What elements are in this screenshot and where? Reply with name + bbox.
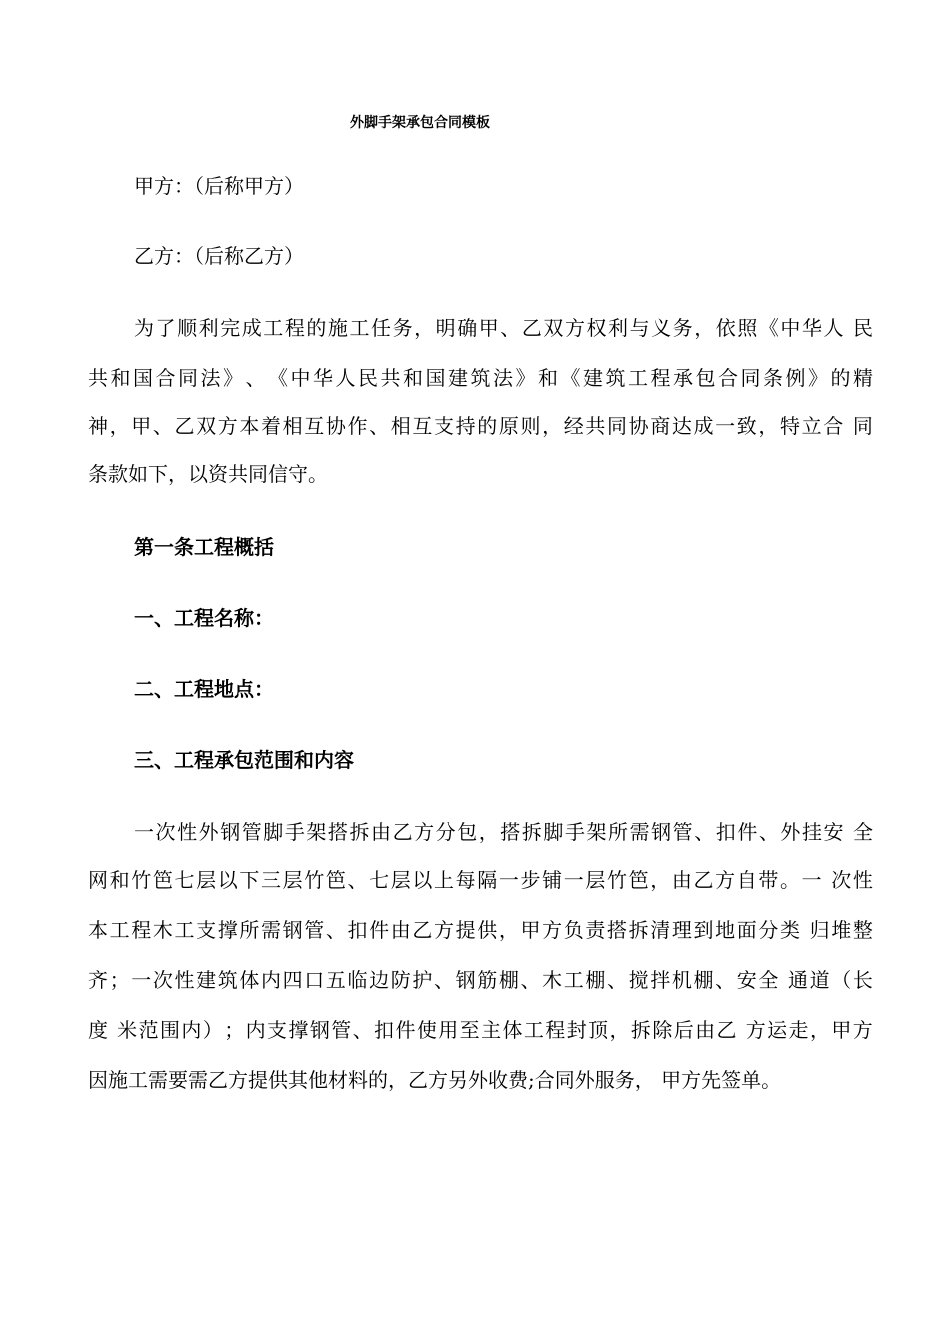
project-name-heading: 一、工程名称：: [134, 606, 274, 630]
party-a-line: 甲方：（后称甲方）: [134, 174, 304, 198]
scope-line-1: 一 次 性 外 钢 管 脚 手 架 搭 拆 由 乙 方 分 包 ， 搭 拆 脚 手 架 所 需 钢 管 、 扣 件 、 外 挂 安 全: [134, 820, 873, 844]
article-1-heading: 第一条工程概括: [134, 535, 274, 559]
document-title: 外脚手架承包合同模板: [350, 115, 490, 131]
preamble-line-1: 为 了 顺 利 完 成 工 程 的 施 工 任 务 ， 明 确 甲 、 乙 双 方 权 利 与 义 务 ， 依 照 《 中 华 人 民: [134, 316, 873, 340]
scope-line-4: 齐 ； 一 次 性 建 筑 体 内 四 口 五 临 边 防 护 、 钢 筋 棚 、 木 工 棚 、 搅 拌 机 棚 、 安 全 通 道 （ 长: [88, 968, 873, 992]
preamble-line-2: 共 和 国 合 同 法 》 、 《 中 华 人 民 共 和 国 建 筑 法 》 和 《 建 筑 工 程 承 包 合 同 条 例 》 的 精: [88, 366, 873, 390]
scope-line-6: 因施工需要需乙方提供其他材料的，乙方另外收费;合同外服务， 甲方先签单。: [88, 1068, 782, 1092]
project-location-heading: 二、工程地点：: [134, 677, 274, 701]
preamble-line-4: 条款如下，以资共同信守。: [88, 462, 328, 486]
preamble-line-3: 神 ， 甲 、 乙 双 方 本 着 相 互 协 作 、 相 互 支 持 的 原 则 ， 经 共 同 协 商 达 成 一 致 ， 特 立 合 同: [88, 414, 873, 438]
scope-line-5: 度 米 范 围 内 ） ； 内 支 撑 钢 管 、 扣 件 使 用 至 主 体 工 程 封 顶 ， 拆 除 后 由 乙 方 运 走 ， 甲 方: [88, 1018, 873, 1042]
party-b-line: 乙方：（后称乙方）: [134, 244, 304, 268]
scope-line-3: 本 工 程 木 工 支 撑 所 需 钢 管 、 扣 件 由 乙 方 提 供 ， 甲 方 负 责 搭 拆 清 理 到 地 面 分 类 归 堆 整: [88, 918, 873, 942]
scope-heading: 三、工程承包范围和内容: [134, 748, 354, 772]
scope-line-2: 网 和 竹 笆 七 层 以 下 三 层 竹 笆 、 七 层 以 上 每 隔 一 步 铺 一 层 竹 笆 ， 由 乙 方 自 带 。 一 次 性: [88, 868, 873, 892]
